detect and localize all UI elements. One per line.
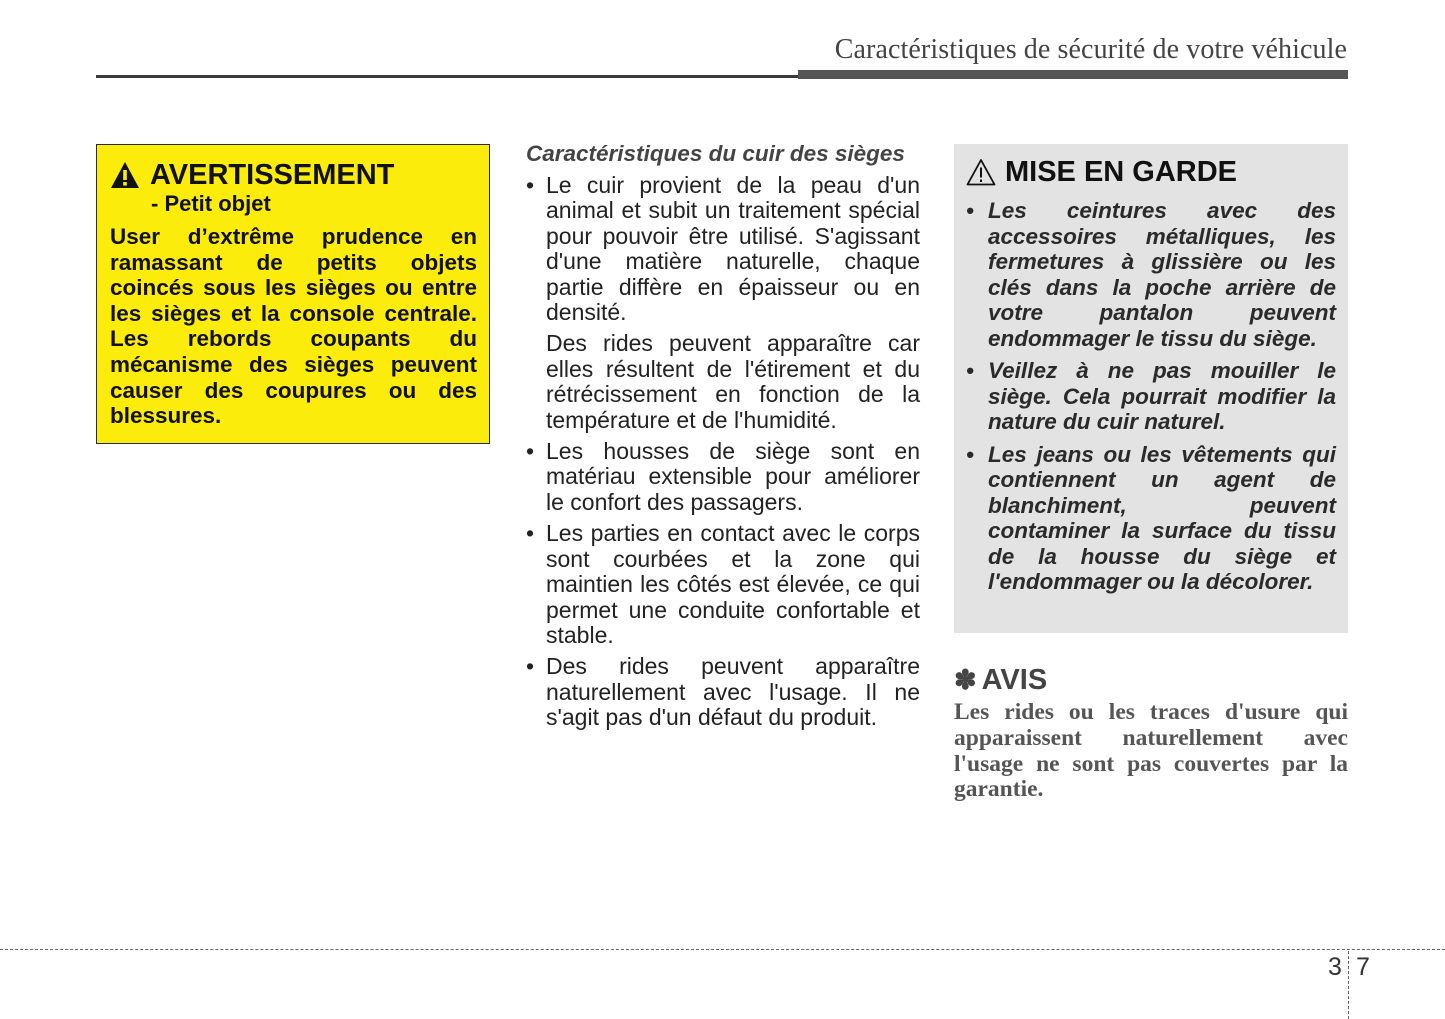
list-item: • Les ceintures avec des accessoires métalliques, les fermetures à glissière ou les clés dans la poche arrière de votre pantalon peuvent endommager le tissu du siège. bbox=[966, 198, 1336, 351]
caution-heading bbox=[966, 154, 1336, 190]
list-item bbox=[526, 521, 920, 648]
list-item bbox=[526, 654, 920, 730]
warning-triangle-icon bbox=[110, 161, 140, 189]
list-item bbox=[526, 439, 920, 515]
list-item-text: • Le cuir provient de la peau d'un animal et subit un traitement spécial pour pouvoir être utilisé. S'agissant d'une matière naturelle, chaque partie diffère en épaisseur ou en densité. bbox=[546, 172, 920, 326]
header-rule-accent bbox=[798, 70, 1348, 79]
page-header-title: Caractéristiques de sécurité de votre véhicule bbox=[834, 34, 1347, 65]
list-item-text: • Des rides peuvent apparaître naturellement avec l'usage. Il ne s'agit pas d'un défaut du produit. bbox=[546, 653, 920, 731]
caution-box bbox=[954, 144, 1348, 633]
list-item-text: Des rides peuvent apparaître car elles résultent de l'étirement et du rétrécissement en fonction de la température et de l'humidité. bbox=[546, 330, 920, 433]
list-item bbox=[526, 173, 920, 433]
page-number-divider bbox=[1348, 951, 1349, 1019]
notice-title: AVIS bbox=[981, 664, 1048, 696]
leather-section-title: Caractéristiques du cuir des sièges bbox=[526, 141, 905, 166]
caution-triangle-icon bbox=[966, 158, 996, 186]
notice-heading bbox=[954, 664, 1047, 696]
caution-list bbox=[966, 198, 1336, 595]
page-number: 7 bbox=[1356, 953, 1370, 981]
asterisk-icon: ✽ bbox=[954, 665, 977, 695]
warning-title: AVERTISSEMENT bbox=[150, 159, 395, 191]
list-item: • Les jeans ou les vêtements qui contiennent un agent de blanchiment, peuvent contaminer la surface du tissu de la housse du siège et l'endommager ou la décolorer. bbox=[966, 442, 1336, 595]
list-item-text: • Les housses de siège sont en matériau extensible pour améliorer le confort des passagers. bbox=[546, 438, 920, 515]
notice-body: Les rides ou les traces d'usure qui apparaissent naturellement avec l'usage ne sont pas couvertes par la garantie. bbox=[954, 699, 1348, 803]
warning-box bbox=[96, 144, 490, 444]
list-item: • Veillez à ne pas mouiller le siège. Cela pourrait modifier la nature du cuir naturel. bbox=[966, 358, 1336, 435]
warning-heading bbox=[110, 159, 477, 191]
leather-section bbox=[526, 140, 920, 737]
footer-divider bbox=[0, 949, 1445, 950]
warning-body: User d’extrême prudence en ramassant de petits objets coincés sous les sièges ou entre les sièges et la console centrale. Les rebords coupants du mécanisme des sièges peuvent causer des coupures ou des blessures. bbox=[110, 224, 477, 429]
warning-subtitle: - Petit objet bbox=[151, 191, 271, 216]
page-section-number: 3 bbox=[1328, 953, 1342, 981]
caution-title: MISE EN GARDE bbox=[1005, 156, 1238, 188]
list-item-text: • Les parties en contact avec le corps sont courbées et la zone qui maintien les côtés est élevée, ce qui permet une conduite confortable et stable. bbox=[546, 520, 920, 648]
